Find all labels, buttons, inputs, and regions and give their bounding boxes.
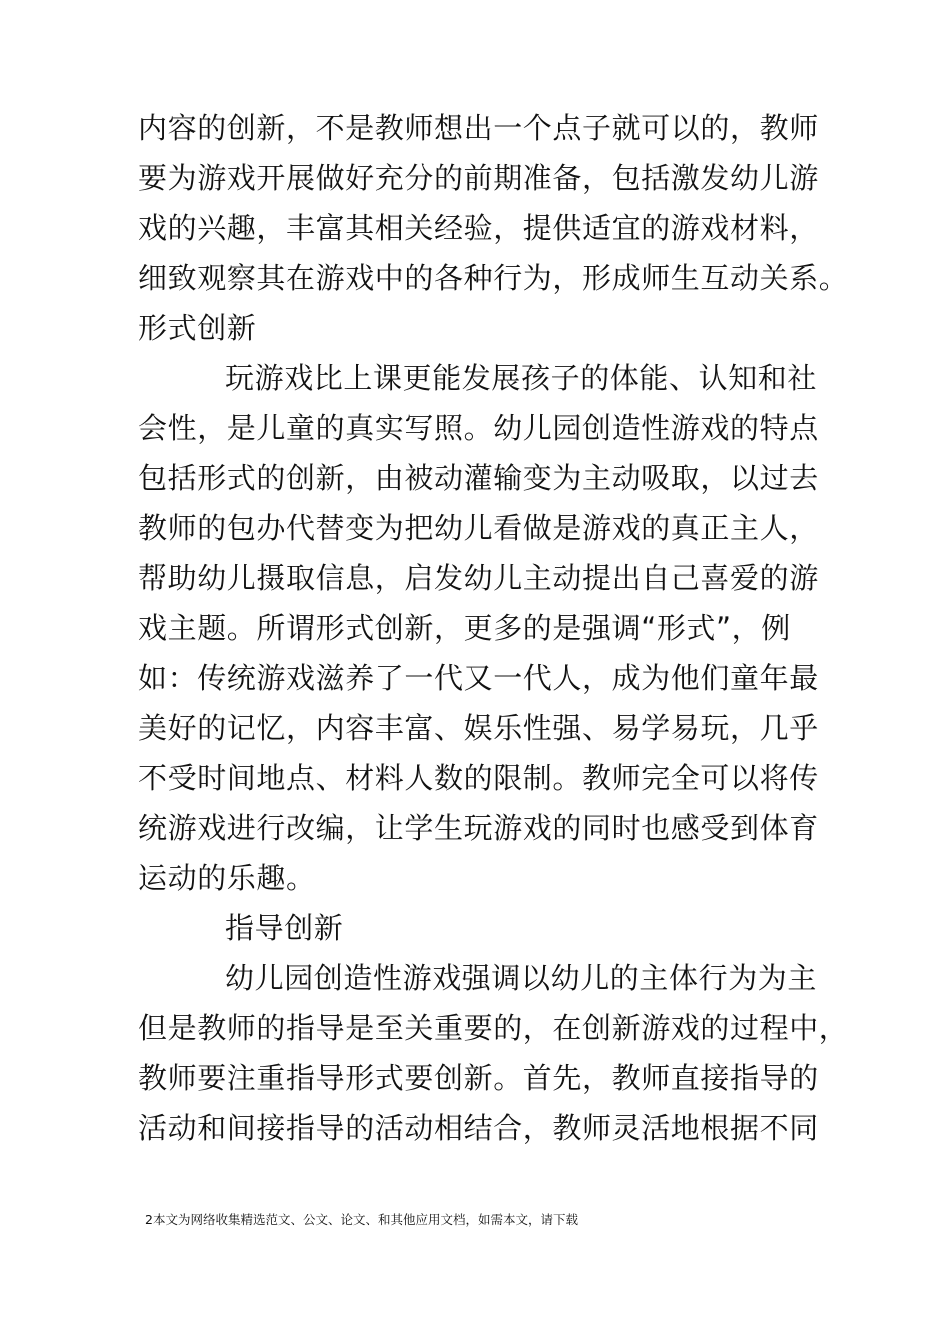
body-text-line: 不受时间地点、材料人数的限制。教师完全可以将传 [138,761,819,795]
section-heading-form-innovation: 形式创新 [138,311,257,345]
body-text-line: 如：传统游戏滋养了一代又一代人，成为他们童年最 [138,661,819,695]
body-text-line: 戏的兴趣，丰富其相关经验，提供适宜的游戏材料， [138,211,819,245]
body-text-line: 教师的包办代替变为把幼儿看做是游戏的真正主人， [138,511,819,545]
body-text-line: 帮助幼儿摄取信息，启发幼儿主动提出自己喜爱的游 [138,561,819,595]
body-text-line: 美好的记忆，内容丰富、娱乐性强、易学易玩，几乎 [138,711,819,745]
body-text-line: 但是教师的指导是至关重要的，在创新游戏的过程中， [138,1011,849,1045]
body-text-line: 内容的创新，不是教师想出一个点子就可以的，教师 [138,111,819,145]
section-heading-guidance-innovation: 指导创新 [225,911,344,945]
page-footer: 2本文为网络收集精选范文、公文、论文、和其他应用文档，如需本文，请下载 [145,1212,578,1227]
body-text-line: 戏主题。所谓形式创新，更多的是强调“形式”，例 [138,611,791,645]
body-text-line: 幼儿园创造性游戏强调以幼儿的主体行为为主 [225,961,818,995]
body-text-line: 要为游戏开展做好充分的前期准备，包括激发幼儿游 [138,161,819,195]
body-text-line: 统游戏进行改编，让学生玩游戏的同时也感受到体育 [138,811,819,845]
body-text-line: 包括形式的创新，由被动灌输变为主动吸取，以过去 [138,461,819,495]
body-text-line: 细致观察其在游戏中的各种行为，形成师生互动关系。 [138,261,849,295]
body-text-line: 玩游戏比上课更能发展孩子的体能、认知和社 [225,361,818,395]
body-text-line: 运动的乐趣。 [138,861,316,895]
body-text-line: 活动和间接指导的活动相结合，教师灵活地根据不同 [138,1111,819,1145]
body-text-line: 会性，是儿童的真实写照。幼儿园创造性游戏的特点 [138,411,819,445]
body-text-line: 教师要注重指导形式要创新。首先，教师直接指导的 [138,1061,819,1095]
